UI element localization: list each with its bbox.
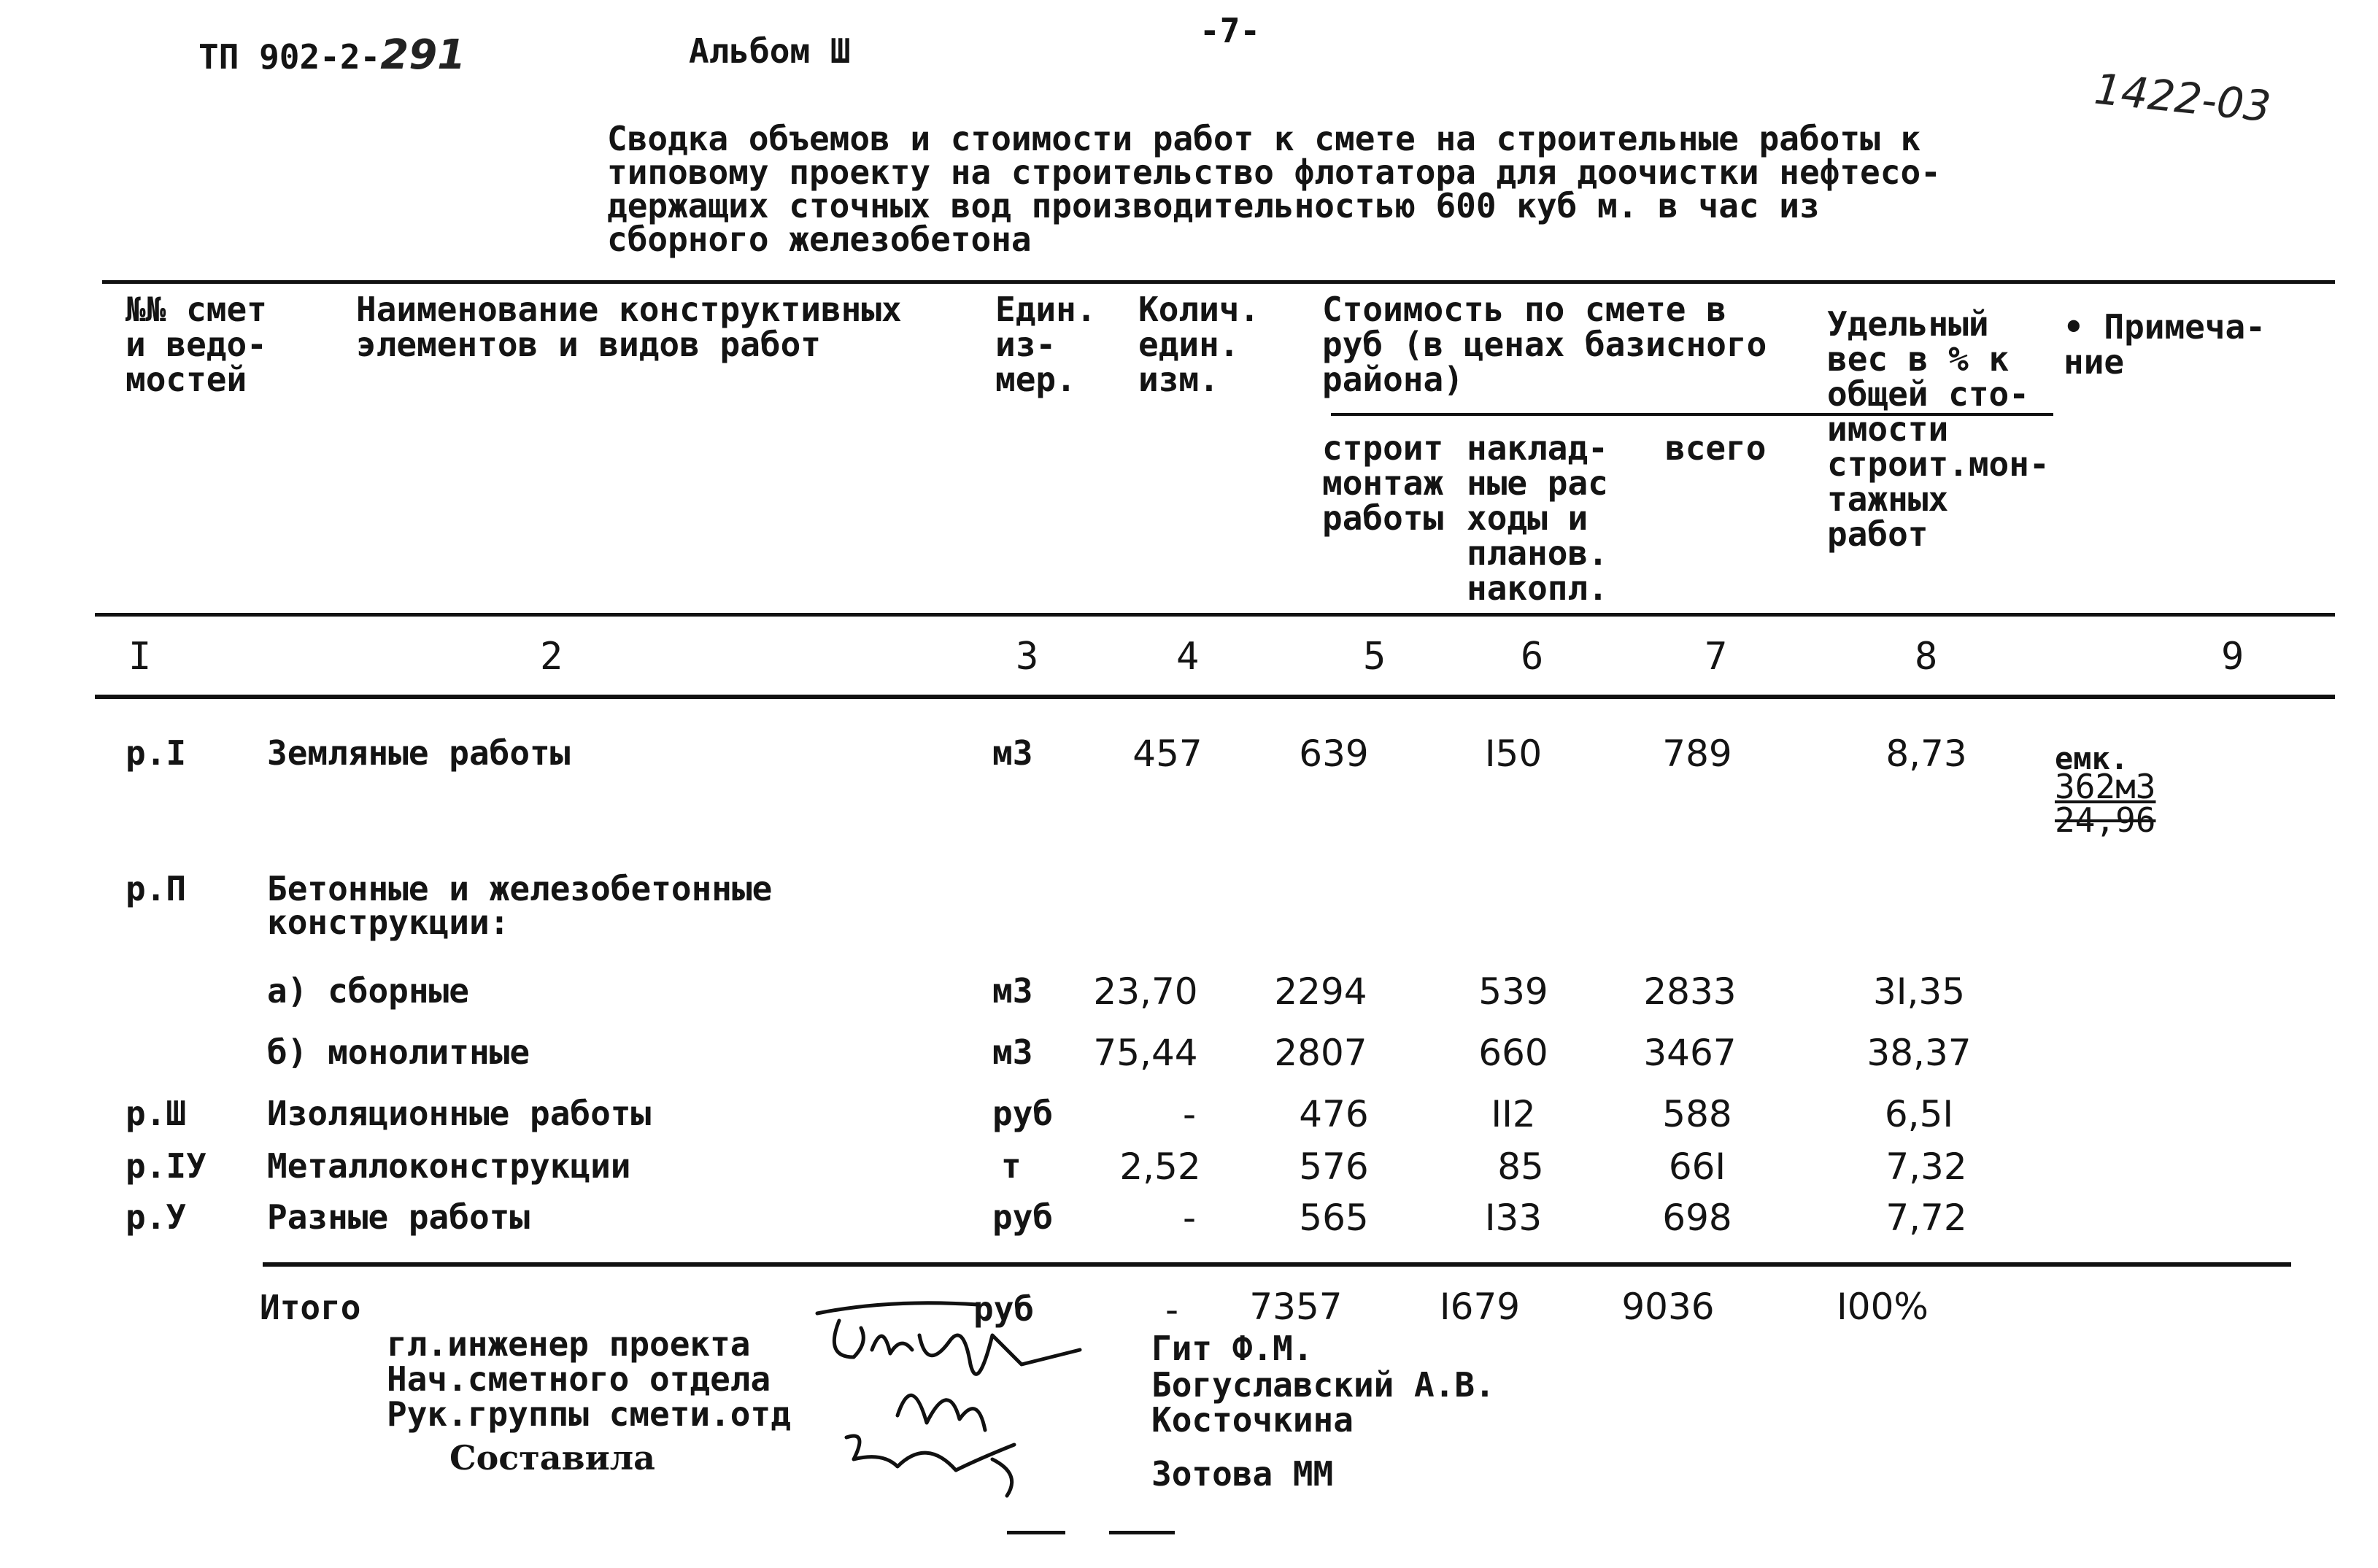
header-estimate-number: №№ смет и ведо- мостей [126, 290, 267, 399]
row-unit: руб [992, 1197, 1054, 1237]
row-percent: 7,72 [1885, 1197, 1967, 1239]
row-code: р.IУ [126, 1146, 206, 1186]
totals-overhead: I679 [1439, 1286, 1521, 1328]
row-construction-cost: 639 [1299, 733, 1369, 775]
row-code: р.I [126, 733, 187, 773]
column-number-7: 7 [1705, 635, 1728, 679]
row-percent: 6,5I [1884, 1093, 1954, 1135]
column-number-3: 3 [1016, 635, 1039, 679]
row-name: Разные работы [267, 1197, 530, 1237]
signature-name: Зотова ММ [1151, 1454, 1334, 1494]
totals-unit: руб [973, 1289, 1035, 1329]
totals-label: Итого [260, 1288, 361, 1327]
header-quantity: Колич. един. изм. [1138, 290, 1260, 399]
signature-role: Рук.группы смети.отд [387, 1394, 791, 1434]
totals-total: 9036 [1621, 1286, 1715, 1328]
header-total: всего [1665, 428, 1767, 468]
row-total: 588 [1662, 1093, 1732, 1135]
header-item-name: Наименование конструктивных элементов и видов работ [356, 290, 902, 364]
signature-role: Составила [449, 1438, 655, 1478]
stamp-number: 1422-03 [2092, 63, 2274, 132]
row-construction-cost: 576 [1299, 1146, 1369, 1188]
row-quantity: 457 [1132, 733, 1202, 775]
row-overhead: II2 [1491, 1093, 1536, 1135]
row-construction-cost: 565 [1299, 1197, 1369, 1239]
doc-code [198, 31, 466, 79]
title-line-4: сборного железобетона [607, 220, 1032, 259]
row-overhead: 539 [1478, 970, 1548, 1013]
signature-name: Косточкина [1151, 1400, 1354, 1440]
header-note: • Примеча- ние [2064, 307, 2266, 382]
row-unit: т [1001, 1146, 1022, 1186]
totals-rule [263, 1262, 2291, 1267]
column-number-9: 9 [2221, 635, 2244, 679]
signature-name: Богуславский А.В. [1151, 1365, 1495, 1405]
table-top-rule [102, 280, 2335, 284]
row-name: б) монолитные [267, 1032, 530, 1072]
row-percent: 38,37 [1867, 1032, 1972, 1074]
row-note-line-2: 362м3 [2055, 767, 2156, 806]
header-unit: Един. из- мер. [995, 290, 1097, 399]
handwritten-signatures [803, 1291, 1153, 1518]
column-number-2: 2 [540, 635, 563, 679]
row-percent: 7,32 [1885, 1146, 1967, 1188]
header-overhead: наклад- ные рас ходы и планов. накопл. [1467, 428, 1608, 608]
row-unit: м3 [992, 733, 1033, 773]
header-cost-group: Стоимость по смете в руб (в ценах базисного района) [1322, 290, 1767, 399]
row-quantity: 75,44 [1093, 1032, 1198, 1074]
row-name: Изоляционные работы [267, 1094, 652, 1133]
row-code: р.П [126, 869, 187, 908]
row-code: р.У [126, 1197, 187, 1237]
signature-role: Нач.сметного отдела [387, 1359, 771, 1399]
row-total: 698 [1662, 1197, 1732, 1239]
title-line-2: типовому проекту на строительство флотатора для доочистки нефтесо- [607, 152, 1941, 192]
row-note-line-3: 24,96 [2055, 800, 2156, 840]
row-overhead: 85 [1497, 1146, 1544, 1188]
row-construction-cost: 476 [1299, 1093, 1369, 1135]
row-name-continued: конструкции: [267, 903, 510, 942]
row-total: 2833 [1643, 970, 1737, 1013]
page-number: -7- [1200, 11, 1261, 50]
doc-code-handwritten: 291 [380, 31, 466, 79]
row-quantity: - [1182, 1197, 1197, 1239]
row-overhead: I50 [1484, 733, 1543, 775]
column-number-6: 6 [1521, 635, 1544, 679]
row-unit: м3 [992, 971, 1033, 1011]
row-unit: руб [992, 1094, 1054, 1133]
totals-quantity: - [1165, 1289, 1179, 1331]
bottom-dash-right [1109, 1531, 1175, 1534]
doc-code-prefix: ТП 902-2- [198, 37, 381, 77]
row-name: Бетонные и железобетонные [267, 869, 773, 908]
row-quantity: 2,52 [1119, 1146, 1201, 1188]
row-code: р.Ш [126, 1094, 187, 1133]
totals-percent: I00% [1837, 1286, 1929, 1328]
header-construction-works: строит монтаж работы [1322, 428, 1444, 538]
row-construction-cost: 2294 [1274, 970, 1367, 1013]
signature-role: гл.инженер проекта [387, 1324, 751, 1364]
title-line-1: Сводка объемов и стоимости работ к смете на строительные работы к [607, 119, 1921, 158]
row-total: 66I [1668, 1146, 1726, 1188]
column-number-8: 8 [1915, 635, 1938, 679]
column-numbers-rule [95, 695, 2335, 699]
row-overhead: 660 [1478, 1032, 1548, 1074]
row-quantity: 23,70 [1093, 970, 1198, 1013]
row-total: 3467 [1643, 1032, 1737, 1074]
row-name: Земляные работы [267, 733, 571, 773]
column-number-4: 4 [1176, 635, 1200, 679]
totals-construction-cost: 7357 [1249, 1286, 1343, 1328]
row-overhead: I33 [1484, 1197, 1543, 1239]
row-name: Металлоконструкции [267, 1146, 631, 1186]
column-number-5: 5 [1363, 635, 1386, 679]
header-share-percent: Удельный вес в % к общей сто- имости строит.мон- тажных работ [1827, 304, 2050, 554]
row-percent: 8,73 [1885, 733, 1967, 775]
bottom-dash-left [1007, 1531, 1065, 1534]
header-bottom-rule [95, 613, 2335, 617]
signature-name: Гит Ф.М. [1151, 1329, 1313, 1368]
row-quantity: - [1182, 1093, 1197, 1135]
album-label: Альбом Ш [689, 31, 851, 71]
row-note-line-1: емк. [2055, 741, 2129, 776]
row-unit: м3 [992, 1032, 1033, 1072]
row-construction-cost: 2807 [1274, 1032, 1367, 1074]
row-percent: 3I,35 [1872, 970, 1966, 1013]
row-total: 789 [1662, 733, 1732, 775]
row-name: а) сборные [267, 971, 469, 1011]
title-line-3: держащих сточных вод производительностью 600 куб м. в час из [607, 186, 1820, 225]
column-number-1: I [128, 635, 152, 679]
